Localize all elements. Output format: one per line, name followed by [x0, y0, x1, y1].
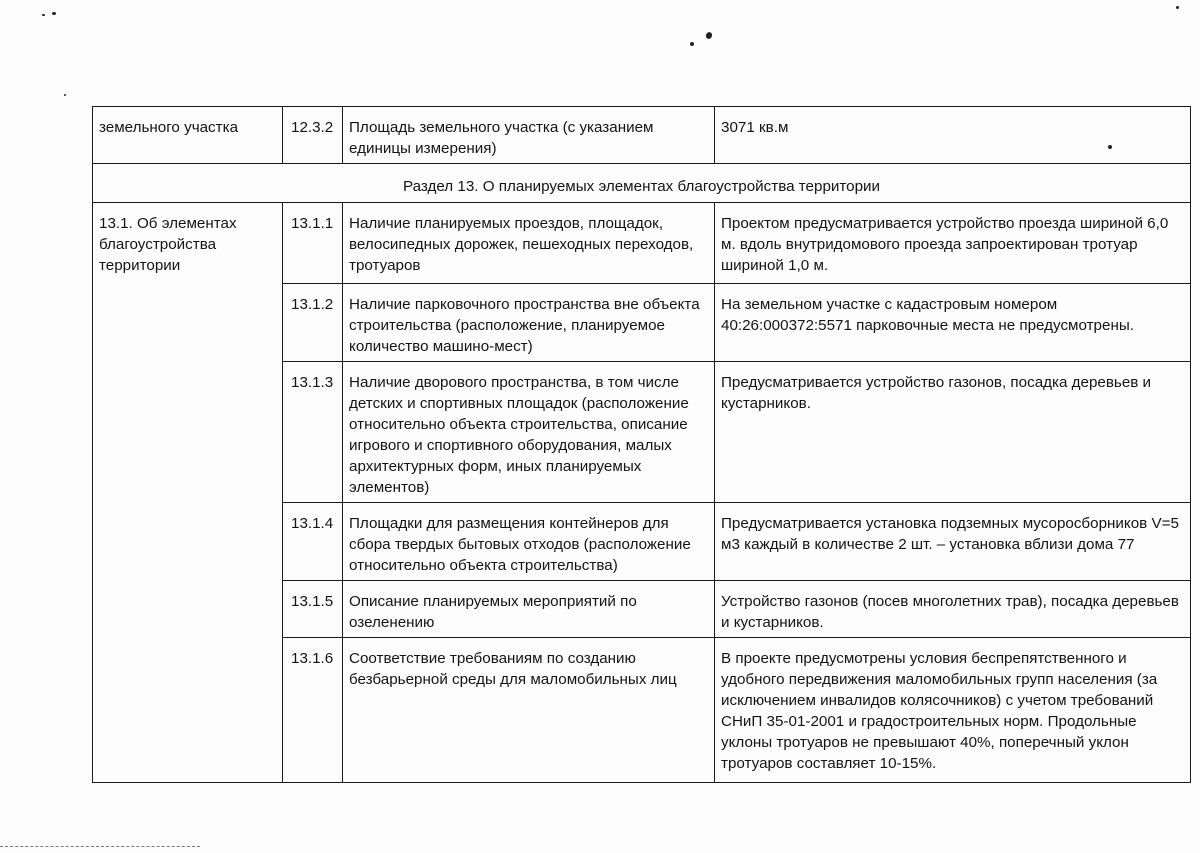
item-number: 13.1.4 — [283, 503, 343, 581]
item-value: Проектом предусматривается устройство проезда шириной 6,0 м. вдоль внутридомового проезда запроектирован тротуар шириной 1,0 м. — [715, 203, 1191, 284]
item-description: Площадь земельного участка (с указанием единицы измерения) — [343, 107, 715, 164]
item-number: 13.1.2 — [283, 284, 343, 362]
group-label: 13.1. Об элементах благоустройства территории — [93, 203, 283, 783]
item-value: Предусматривается устройство газонов, посадка деревьев и кустарников. — [715, 362, 1191, 503]
item-value: На земельном участке с кадастровым номером 40:26:000372:5571 парковочные места не предусмотрены. — [715, 284, 1191, 362]
scan-speck — [690, 42, 694, 46]
item-number: 13.1.3 — [283, 362, 343, 503]
item-description: Соответствие требованиям по созданию безбарьерной среды для маломобильных лиц — [343, 638, 715, 783]
item-value: В проекте предусмотрены условия беспрепятственного и удобного передвижения маломобильных групп населения (за исключением инвалидов колясочников) с учетом требований СНиП 35-01-2001 и градостроительных норм. Продольные уклоны тротуаров не превышают 40%, поперечный уклон тротуаров составляет 10-15%. — [715, 638, 1191, 783]
item-description: Площадки для размещения контейнеров для сбора твердых бытовых отходов (расположение относительно объекта строительства) — [343, 503, 715, 581]
item-number: 12.3.2 — [283, 107, 343, 164]
item-number: 13.1.6 — [283, 638, 343, 783]
item-value: Устройство газонов (посев многолетних трав), посадка деревьев и кустарников. — [715, 581, 1191, 638]
section-heading: Раздел 13. О планируемых элементах благоустройства территории — [93, 164, 1191, 203]
table-row-area — [93, 107, 1191, 164]
table-row — [93, 203, 1191, 284]
section-heading-row — [93, 164, 1191, 203]
item-value: Предусматривается установка подземных мусоросборников V=5 м3 каждый в количестве 2 шт. – установка вблизи дома 77 — [715, 503, 1191, 581]
item-value: 3071 кв.м — [715, 107, 1191, 164]
scan-speck — [1176, 6, 1179, 9]
scan-speck — [42, 14, 45, 16]
item-description: Описание планируемых мероприятий по озеленению — [343, 581, 715, 638]
scan-speck — [705, 31, 713, 40]
scan-speck — [52, 12, 56, 15]
item-number: 13.1.5 — [283, 581, 343, 638]
item-description: Наличие дворового пространства, в том числе детских и спортивных площадок (расположение относительно объекта строительства, описание игрового и спортивного оборудования, малых архитектурных форм, иных планируемых элементов) — [343, 362, 715, 503]
category-cell: земельного участка — [93, 107, 283, 164]
landscaping-table — [92, 106, 1191, 783]
item-description: Наличие парковочного пространства вне объекта строительства (расположение, планируемое количество машино-мест) — [343, 284, 715, 362]
item-description: Наличие планируемых проездов, площадок, велосипедных дорожек, пешеходных переходов, тротуаров — [343, 203, 715, 284]
item-number: 13.1.1 — [283, 203, 343, 284]
scan-speck — [64, 94, 66, 96]
scan-edge-marks — [0, 846, 200, 849]
